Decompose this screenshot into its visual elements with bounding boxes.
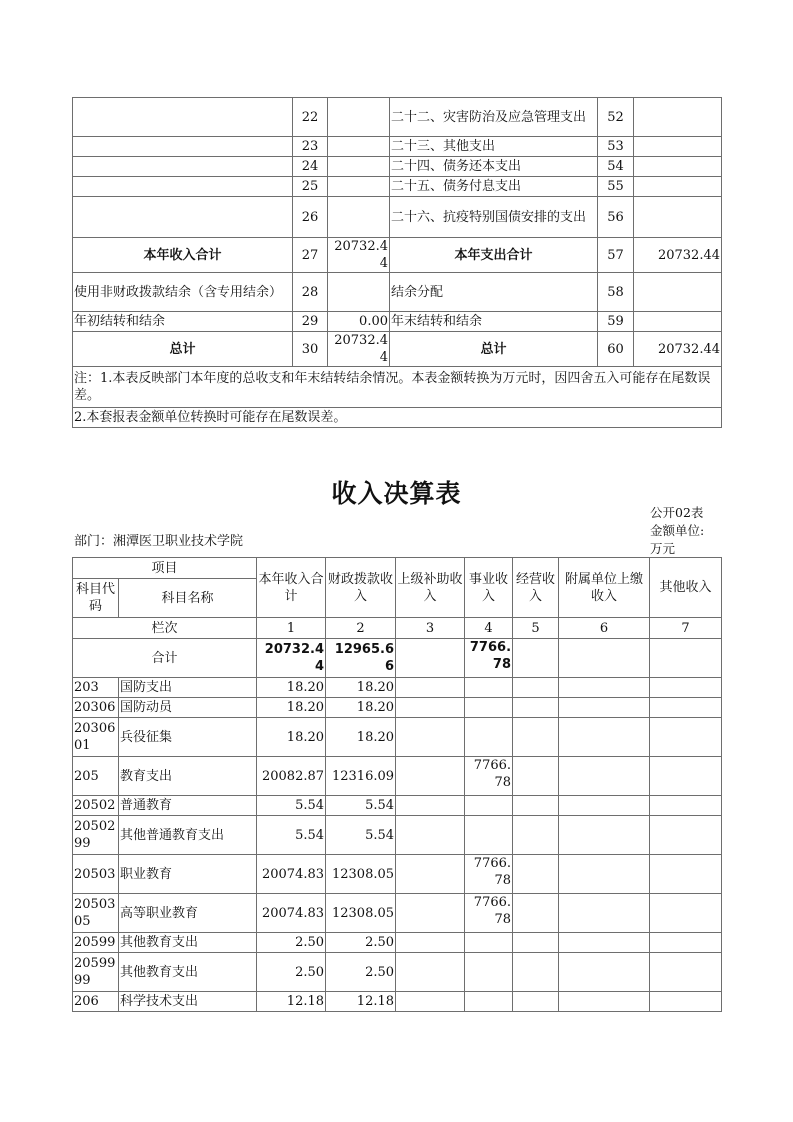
- amount-cell: [559, 933, 650, 953]
- amount-cell: 5.54: [326, 816, 396, 855]
- expense-subtotal-label: 本年支出合计: [390, 238, 598, 273]
- expense-amount: [634, 98, 722, 137]
- form-number: 公开02表: [650, 505, 704, 520]
- expense-item-label: 二十四、债务还本支出: [390, 157, 598, 177]
- income-item-label: [73, 137, 293, 157]
- subject-code: 2050305: [73, 894, 119, 933]
- amount-cell: 12308.05: [326, 855, 396, 894]
- column-number: 6: [559, 618, 650, 639]
- note-row: [73, 367, 722, 408]
- expense-amount: [634, 177, 722, 197]
- amount-cell: 2.50: [257, 953, 326, 992]
- amount-cell: 18.20: [326, 678, 396, 698]
- expense-line-no: 59: [598, 312, 634, 332]
- amount-cell: [465, 678, 513, 698]
- amount-cell: [650, 698, 722, 718]
- total-value: [650, 639, 722, 678]
- table-row: [73, 137, 722, 157]
- amount-cell: [559, 757, 650, 796]
- header-superior-subsidy: 上级补助收入: [396, 558, 465, 618]
- table-row: [73, 98, 722, 137]
- income-line-no: 22: [293, 98, 328, 137]
- amount-cell: 18.20: [326, 698, 396, 718]
- expense-item-label: 年末结转和结余: [390, 312, 598, 332]
- amount-cell: 18.20: [257, 718, 326, 757]
- amount-cell: [465, 933, 513, 953]
- expense-amount: [634, 273, 722, 312]
- amount-cell: [650, 933, 722, 953]
- amount-cell: 12.18: [257, 992, 326, 1012]
- amount-cell: [559, 816, 650, 855]
- expense-amount: [634, 137, 722, 157]
- subject-code: 20502: [73, 796, 119, 816]
- amount-cell: [513, 953, 559, 992]
- income-line-no: 27: [293, 238, 328, 273]
- income-line-no: 26: [293, 197, 328, 238]
- subject-code: 203: [73, 678, 119, 698]
- amount-cell: 18.20: [257, 698, 326, 718]
- amount-cell: 12.18: [326, 992, 396, 1012]
- table-row: [73, 953, 722, 992]
- amount-cell: [650, 953, 722, 992]
- total-row: [73, 639, 722, 678]
- subject-name: 兵役征集: [119, 718, 257, 757]
- amount-cell: [513, 992, 559, 1012]
- header-fiscal-appropriation: 财政拨款收入: [326, 558, 396, 618]
- expense-amount: [634, 312, 722, 332]
- unit-label: 金额单位:: [650, 523, 705, 538]
- income-amount: [328, 137, 390, 157]
- income-line-no: 30: [293, 332, 328, 367]
- amount-cell: 5.54: [257, 796, 326, 816]
- column-number: 7: [650, 618, 722, 639]
- amount-cell: [513, 757, 559, 796]
- subject-code: 2059999: [73, 953, 119, 992]
- income-line-no: 25: [293, 177, 328, 197]
- grand-total-row: [73, 332, 722, 367]
- subject-code: 20503: [73, 855, 119, 894]
- amount-cell: 20082.87: [257, 757, 326, 796]
- amount-cell: [559, 894, 650, 933]
- table-body: [73, 678, 722, 1012]
- header-business-income: 事业收入: [465, 558, 513, 618]
- income-item-label: [73, 177, 293, 197]
- amount-cell: [650, 855, 722, 894]
- amount-cell: [559, 992, 650, 1012]
- expense-item-label: 二十二、灾害防治及应急管理支出: [390, 98, 598, 137]
- subject-code: 2050299: [73, 816, 119, 855]
- expense-line-no: 54: [598, 157, 634, 177]
- expense-item-label: 二十六、抗疫特别国债安排的支出: [390, 197, 598, 238]
- amount-cell: [465, 953, 513, 992]
- amount-cell: 2.50: [257, 933, 326, 953]
- amount-cell: [513, 933, 559, 953]
- column-number: 3: [396, 618, 465, 639]
- income-subtotal-amount: 20732.44: [328, 238, 390, 273]
- expense-subtotal-amount: 20732.44: [634, 238, 722, 273]
- report-meta: [650, 504, 704, 558]
- income-amount: [328, 197, 390, 238]
- income-total-amount: 20732.44: [328, 332, 390, 367]
- amount-cell: 20074.83: [257, 855, 326, 894]
- expense-line-no: 58: [598, 273, 634, 312]
- table-row: [73, 757, 722, 796]
- amount-cell: [513, 718, 559, 757]
- column-number-label: 栏次: [73, 618, 257, 639]
- total-value: [559, 639, 650, 678]
- amount-cell: [650, 678, 722, 698]
- income-amount: 0.00: [328, 312, 390, 332]
- table-row: [73, 718, 722, 757]
- unit-value: 万元: [650, 541, 676, 556]
- amount-cell: [559, 678, 650, 698]
- amount-cell: [650, 894, 722, 933]
- amount-cell: [513, 855, 559, 894]
- income-line-no: 28: [293, 273, 328, 312]
- total-value: 12965.66: [326, 639, 396, 678]
- subtotal-row: [73, 238, 722, 273]
- table-row: [73, 894, 722, 933]
- table-row: [73, 157, 722, 177]
- column-number-row: [73, 618, 722, 639]
- expense-total-label: 总计: [390, 332, 598, 367]
- table-row: [73, 816, 722, 855]
- subject-code: 2030601: [73, 718, 119, 757]
- note-2: 2.本套报表金额单位转换时可能存在尾数误差。: [73, 408, 722, 428]
- table-row: [73, 855, 722, 894]
- amount-cell: 2.50: [326, 953, 396, 992]
- amount-cell: [559, 718, 650, 757]
- table-row: [73, 933, 722, 953]
- amount-cell: [513, 894, 559, 933]
- income-amount: [328, 273, 390, 312]
- total-value: 20732.44: [257, 639, 326, 678]
- expense-line-no: 52: [598, 98, 634, 137]
- amount-cell: [465, 698, 513, 718]
- amount-cell: 12316.09: [326, 757, 396, 796]
- amount-cell: 7766.78: [465, 855, 513, 894]
- total-value: 7766.78: [465, 639, 513, 678]
- note-row: [73, 408, 722, 428]
- amount-cell: [396, 855, 465, 894]
- table-row: [73, 992, 722, 1012]
- table-row: [73, 177, 722, 197]
- subject-code: 20599: [73, 933, 119, 953]
- header-total-income: 本年收入合计: [257, 558, 326, 618]
- expense-item-label: 结余分配: [390, 273, 598, 312]
- amount-cell: 12308.05: [326, 894, 396, 933]
- amount-cell: 2.50: [326, 933, 396, 953]
- amount-cell: 5.54: [257, 816, 326, 855]
- header-subject-name: 科目名称: [119, 579, 257, 618]
- subject-name: 国防支出: [119, 678, 257, 698]
- amount-cell: [650, 816, 722, 855]
- amount-cell: [396, 796, 465, 816]
- amount-cell: [465, 718, 513, 757]
- amount-cell: [396, 894, 465, 933]
- income-item-label: 使用非财政拨款结余（含专用结余）: [73, 273, 293, 312]
- income-item-label: [73, 157, 293, 177]
- amount-cell: [650, 992, 722, 1012]
- expense-line-no: 53: [598, 137, 634, 157]
- subject-code: 206: [73, 992, 119, 1012]
- income-amount: [328, 177, 390, 197]
- total-value: [396, 639, 465, 678]
- expense-line-no: 55: [598, 177, 634, 197]
- expense-line-no: 57: [598, 238, 634, 273]
- amount-cell: [396, 816, 465, 855]
- subject-name: 其他普通教育支出: [119, 816, 257, 855]
- amount-cell: [650, 757, 722, 796]
- table-row: [73, 197, 722, 238]
- amount-cell: [396, 933, 465, 953]
- amount-cell: [396, 718, 465, 757]
- amount-cell: 20074.83: [257, 894, 326, 933]
- column-number: 1: [257, 618, 326, 639]
- subject-code: 20306: [73, 698, 119, 718]
- amount-cell: [559, 796, 650, 816]
- subject-name: 其他教育支出: [119, 933, 257, 953]
- column-number: 2: [326, 618, 396, 639]
- income-line-no: 29: [293, 312, 328, 332]
- subject-name: 国防动员: [119, 698, 257, 718]
- header-item: 项目: [73, 558, 257, 579]
- header-affiliate-remittance: 附属单位上缴收入: [559, 558, 650, 618]
- income-line-no: 24: [293, 157, 328, 177]
- income-item-label: [73, 197, 293, 238]
- total-value: [513, 639, 559, 678]
- header-row: [73, 558, 722, 579]
- amount-cell: [513, 678, 559, 698]
- total-label: 合计: [73, 639, 257, 678]
- amount-cell: [396, 757, 465, 796]
- table-row: [73, 698, 722, 718]
- income-final-accounts-table: [72, 557, 722, 1012]
- amount-cell: 7766.78: [465, 894, 513, 933]
- amount-cell: 7766.78: [465, 757, 513, 796]
- amount-cell: [513, 796, 559, 816]
- amount-cell: [650, 718, 722, 757]
- amount-cell: [559, 855, 650, 894]
- amount-cell: [559, 698, 650, 718]
- amount-cell: [465, 796, 513, 816]
- subject-name: 职业教育: [119, 855, 257, 894]
- amount-cell: [650, 796, 722, 816]
- amount-cell: 18.20: [326, 718, 396, 757]
- column-number: 4: [465, 618, 513, 639]
- expense-total-amount: 20732.44: [634, 332, 722, 367]
- subject-code: 205: [73, 757, 119, 796]
- subject-name: 教育支出: [119, 757, 257, 796]
- amount-cell: [559, 953, 650, 992]
- income-total-label: 总计: [73, 332, 293, 367]
- subject-name: 高等职业教育: [119, 894, 257, 933]
- table-row: [73, 678, 722, 698]
- note-1: 注：1.本表反映部门本年度的总收支和年末结转结余情况。本表金额转换为万元时，因四舍五入可能存在尾数误差。: [73, 367, 722, 408]
- subject-name: 其他教育支出: [119, 953, 257, 992]
- table-row: [73, 273, 722, 312]
- amount-cell: [465, 992, 513, 1012]
- table-row: [73, 312, 722, 332]
- income-item-label: [73, 98, 293, 137]
- amount-cell: [396, 953, 465, 992]
- income-amount: [328, 98, 390, 137]
- column-number: 5: [513, 618, 559, 639]
- report-title: 收入决算表: [331, 479, 462, 508]
- amount-cell: [396, 698, 465, 718]
- expense-line-no: 60: [598, 332, 634, 367]
- amount-cell: 18.20: [257, 678, 326, 698]
- header-operating-income: 经营收入: [513, 558, 559, 618]
- income-subtotal-label: 本年收入合计: [73, 238, 293, 273]
- expense-item-label: 二十三、其他支出: [390, 137, 598, 157]
- subject-name: 科学技术支出: [119, 992, 257, 1012]
- header-other-income: 其他收入: [650, 558, 722, 618]
- amount-cell: [513, 816, 559, 855]
- amount-cell: [396, 678, 465, 698]
- department-label: 部门：湘潭医卫职业技术学院: [74, 534, 244, 549]
- expense-amount: [634, 157, 722, 177]
- amount-cell: 5.54: [326, 796, 396, 816]
- amount-cell: [465, 816, 513, 855]
- expense-amount: [634, 197, 722, 238]
- expense-line-no: 56: [598, 197, 634, 238]
- income-expense-summary-table: [72, 97, 722, 428]
- income-line-no: 23: [293, 137, 328, 157]
- income-item-label: 年初结转和结余: [73, 312, 293, 332]
- subject-name: 普通教育: [119, 796, 257, 816]
- expense-item-label: 二十五、债务付息支出: [390, 177, 598, 197]
- header-subject-code: 科目代码: [73, 579, 119, 618]
- income-amount: [328, 157, 390, 177]
- table-row: [73, 796, 722, 816]
- amount-cell: [513, 698, 559, 718]
- amount-cell: [396, 992, 465, 1012]
